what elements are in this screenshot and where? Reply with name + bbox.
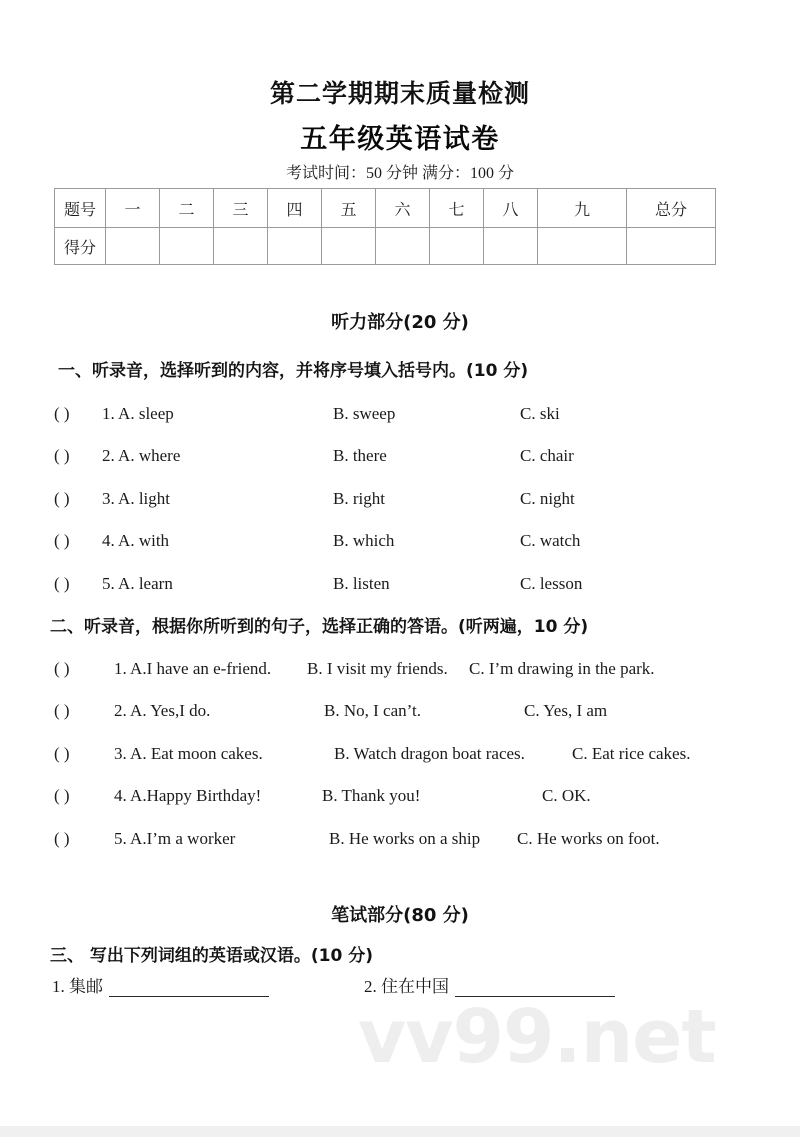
option-c[interactable]: C. night (520, 489, 575, 508)
option-a[interactable]: 5. A.I’m a worker (114, 829, 236, 848)
score-cell[interactable] (214, 228, 268, 265)
answer-bracket[interactable]: ( ) (54, 446, 70, 465)
option-c[interactable]: C. Eat rice cakes. (572, 744, 691, 763)
option-a[interactable]: 3. A. Eat moon cakes. (114, 744, 263, 763)
score-cell-total[interactable] (627, 228, 716, 265)
option-c[interactable]: C. lesson (520, 574, 583, 593)
option-a[interactable]: 1. A. sleep (102, 404, 174, 423)
page-subtitle: 五年级英语试卷 (300, 124, 500, 155)
table-row-question-numbers (55, 189, 716, 228)
part-banner-listening: 听力部分(20 分) (331, 312, 469, 333)
answer-bracket[interactable]: ( ) (54, 701, 70, 720)
table-header-cell: 八 (484, 189, 538, 228)
question-row (54, 786, 754, 808)
row-label-question-number: 题号 (55, 189, 106, 228)
option-b[interactable]: B. Watch dragon boat races. (334, 744, 525, 763)
score-cell[interactable] (106, 228, 160, 265)
question-row (54, 404, 754, 426)
score-cell[interactable] (430, 228, 484, 265)
option-c[interactable]: C. He works on foot. (517, 829, 660, 848)
table-header-cell: 九 (538, 189, 627, 228)
table-header-cell: 五 (322, 189, 376, 228)
option-c[interactable]: C. Yes, I am (524, 701, 608, 720)
question-row (54, 744, 754, 766)
option-c[interactable]: C. I’m drawing in the park. (469, 659, 655, 678)
section-heading-two: 二、听录音，根据你所听到的句子，选择正确的答语。(听两遍，10 分) (50, 617, 589, 637)
question-row (54, 531, 754, 553)
fill-in-blank-row (52, 972, 752, 996)
row-label-score: 得分 (55, 228, 106, 265)
option-a[interactable]: 4. A. with (102, 531, 170, 550)
option-b[interactable]: B. He works on a ship (329, 829, 481, 848)
answer-bracket[interactable]: ( ) (54, 404, 70, 423)
answer-line-2[interactable] (455, 981, 615, 997)
option-c[interactable]: C. OK. (542, 786, 591, 805)
option-c[interactable]: C. chair (520, 446, 574, 465)
option-c[interactable]: C. ski (520, 404, 560, 423)
table-header-cell: 一 (106, 189, 160, 228)
option-b[interactable]: B. listen (333, 574, 390, 593)
blank-item-2 (364, 972, 615, 997)
question-row (54, 489, 754, 511)
answer-bracket[interactable]: ( ) (54, 829, 70, 848)
page-title: 第二学期期末质量检测 (269, 79, 530, 108)
question-row (54, 701, 754, 723)
table-header-cell: 二 (160, 189, 214, 228)
option-a[interactable]: 2. A. where (102, 446, 181, 465)
option-a[interactable]: 3. A. light (102, 489, 171, 508)
table-header-cell: 四 (268, 189, 322, 228)
score-cell[interactable] (538, 228, 627, 265)
option-b[interactable]: B. No, I can’t. (324, 701, 421, 720)
option-c[interactable]: C. watch (520, 531, 581, 550)
option-b[interactable]: B. I visit my friends. (307, 659, 448, 678)
table-header-cell-total: 总分 (627, 189, 716, 228)
table-header-cell: 六 (376, 189, 430, 228)
part-banner-written: 笔试部分(80 分) (331, 905, 469, 926)
score-cell[interactable] (268, 228, 322, 265)
score-cell[interactable] (484, 228, 538, 265)
option-b[interactable]: B. sweep (333, 404, 396, 423)
question-row (54, 659, 754, 681)
table-row-scores (55, 228, 716, 265)
score-cell[interactable] (376, 228, 430, 265)
answer-bracket[interactable]: ( ) (54, 659, 70, 678)
blank-item-1 (52, 972, 269, 997)
option-a[interactable]: 4. A.Happy Birthday! (114, 786, 262, 805)
answer-line-1[interactable] (109, 981, 269, 997)
score-cell[interactable] (322, 228, 376, 265)
option-b[interactable]: B. Thank you! (322, 786, 421, 805)
exam-meta-line: 考试时间：50 分钟 满分：100 分 (285, 165, 514, 182)
blank-label-1: 1. 集邮 (52, 977, 103, 996)
section-heading-three: 三、 写出下列词组的英语或汉语。(10 分) (50, 946, 374, 966)
answer-bracket[interactable]: ( ) (54, 531, 70, 550)
site-watermark: vv99.net (358, 994, 716, 1080)
table-header-cell: 七 (430, 189, 484, 228)
score-table (54, 188, 716, 265)
option-a[interactable]: 2. A. Yes,I do. (114, 701, 211, 720)
option-b[interactable]: B. right (333, 489, 385, 508)
blank-label-2: 2. 住在中国 (364, 977, 449, 996)
score-cell[interactable] (160, 228, 214, 265)
question-row (54, 829, 754, 851)
option-b[interactable]: B. which (333, 531, 395, 550)
question-row (54, 574, 754, 596)
page-bottom-edge (0, 1126, 800, 1137)
section-heading-one: 一、听录音，选择听到的内容，并将序号填入括号内。(10 分) (58, 361, 529, 381)
option-a[interactable]: 1. A.I have an e-friend. (114, 659, 272, 678)
question-row (54, 446, 754, 468)
answer-bracket[interactable]: ( ) (54, 786, 70, 805)
option-a[interactable]: 5. A. learn (102, 574, 173, 593)
table-header-cell: 三 (214, 189, 268, 228)
option-b[interactable]: B. there (333, 446, 387, 465)
answer-bracket[interactable]: ( ) (54, 489, 70, 508)
answer-bracket[interactable]: ( ) (54, 574, 70, 593)
answer-bracket[interactable]: ( ) (54, 744, 70, 763)
